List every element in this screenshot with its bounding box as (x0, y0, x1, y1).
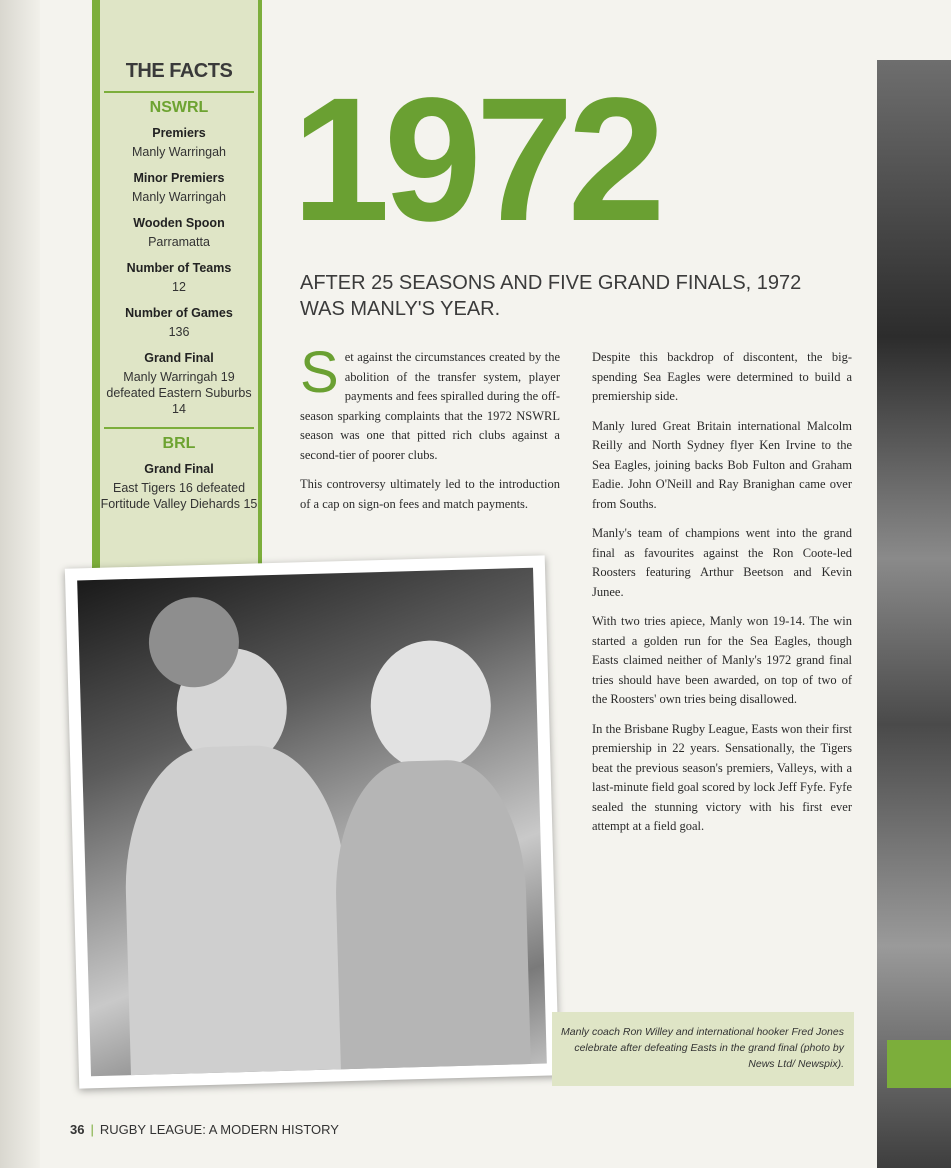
body-paragraph: In the Brisbane Rugby League, Easts won their first premiership in 22 years. Sensationally, the Tigers beat the previous season's premiers, Valleys, with a last-minute field goal scored by lock Jeff Fyfe. Fyfe sealed the stunning victory with his first ever attempt at a field goal. (592, 721, 852, 833)
fact-value: Manly Warringah 19 defeated Eastern Suburbs 14 (106, 370, 252, 416)
fact-item (100, 305, 258, 340)
body-paragraph: Manly's team of champions went into the grand final as favourites against the Ron Coote-led Roosters featuring Arthur Beetson and Kevin Junee. (592, 526, 852, 599)
fact-value: 136 (168, 325, 190, 339)
side-photo-strip (877, 60, 951, 1168)
body-paragraph: With two tries apiece, Manly won 19-14. The win started a golden run for the Sea Eagles, though Easts claimed neither of Manly's 1972 grand final tries should have been awarded, on top of two of the Roosters' own tries being disallowed. (592, 614, 852, 706)
body-paragraph: Despite this backdrop of discontent, the big-spending Sea Eagles were determined to build a premiership side. (592, 350, 852, 403)
body-paragraph (300, 340, 560, 465)
fact-item (100, 260, 258, 295)
figure-body (122, 743, 352, 1076)
book-title: RUGBY LEAGUE: A MODERN HISTORY (99, 1122, 339, 1137)
facts-sidebar (92, 0, 262, 582)
divider (104, 427, 254, 429)
body-column-right (592, 348, 852, 847)
fact-item (100, 350, 258, 417)
fact-item (100, 461, 258, 512)
fact-label: Number of Teams (126, 261, 232, 275)
subheadline: AFTER 25 SEASONS AND FIVE GRAND FINALS, 1972 WAS MANLY'S YEAR. (300, 272, 802, 320)
fact-item (100, 170, 258, 205)
fact-label: Grand Final (144, 351, 214, 365)
fact-value: Manly Warringah (131, 145, 226, 159)
body-paragraph: This controversy ultimately led to the introduction of a cap on sign-on fees and match payments. (300, 477, 560, 511)
body-paragraph: Manly lured Great Britain international Malcolm Reilly and North Sydney flyer Ken Irvine to the Sea Eagles, joining backs Bob Fulton and Graham Eadie. John O'Neill and Ray Branighan came over from Souths. (592, 418, 852, 511)
body-column-left (300, 340, 560, 524)
paragraph-text: et against the circumstances created by the abolition of the transfer system, player payments and fees spiralled during the off-season sparking complaints that the 1972 NSWRL season was one that pitted rich clubs against a second-tier of poorer clubs. (300, 350, 560, 462)
fact-label: Minor Premiers (133, 171, 225, 185)
celebration-photo (65, 555, 559, 1088)
photo-caption: Manly coach Ron Willey and international hooker Fred Jones celebrate after defeating Easts in the grand final (photo by News Ltd/ Newspix). (561, 1026, 844, 1070)
fact-value: 12 (172, 280, 186, 294)
fact-label: Premiers (152, 126, 206, 140)
fact-item (100, 215, 258, 250)
fact-label: Grand Final (144, 462, 214, 476)
figure-head (369, 639, 493, 772)
fact-label: Number of Games (125, 306, 233, 320)
fact-value: Manly Warringah (131, 190, 226, 204)
section-heading-nswrl: NSWRL (149, 99, 209, 116)
drop-cap: S (300, 340, 339, 405)
footer-separator: | (90, 1122, 94, 1137)
page-footer (70, 1122, 339, 1137)
section-heading-brl: BRL (162, 435, 196, 452)
divider (104, 91, 254, 93)
fact-item (100, 125, 258, 160)
photo-image (77, 568, 547, 1077)
page-gutter (0, 0, 40, 1168)
fact-value: Parramatta (148, 235, 210, 249)
headline-year: 1972 (292, 62, 660, 258)
figure-body (332, 758, 531, 1076)
green-accent-block (887, 1040, 951, 1088)
fact-value: East Tigers 16 defeated Fortitude Valley Diehards 15 (100, 481, 258, 511)
facts-title: THE FACTS (125, 60, 233, 82)
fact-label: Wooden Spoon (133, 216, 225, 230)
page-number: 36 (70, 1122, 85, 1137)
